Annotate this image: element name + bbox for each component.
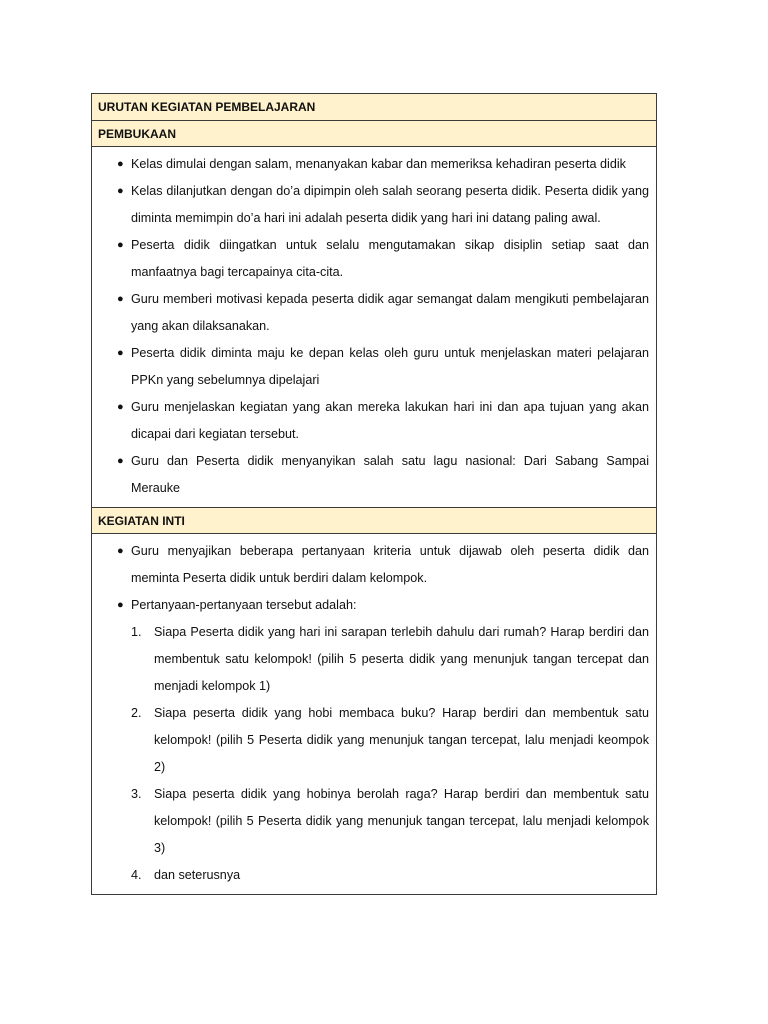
list-item: ● Guru menjelaskan kegiatan yang akan mereka lakukan hari ini dan apa tujuan yang akan dicapai dari kegiatan tersebut. xyxy=(99,394,649,448)
question-number: 3. xyxy=(131,787,142,801)
question-item xyxy=(99,781,649,862)
section-heading-pembukaan: PEMBUKAAN xyxy=(92,121,656,147)
bullet-icon: ● xyxy=(117,293,124,305)
question-number: 1. xyxy=(131,625,142,639)
pembukaan-list xyxy=(99,151,649,502)
section-heading-kegiatan-inti: KEGIATAN INTI xyxy=(92,508,656,534)
question-item xyxy=(99,700,649,781)
list-item: ● Guru dan Peserta didik menyanyikan salah satu lagu nasional: Dari Sabang Sampai Merauke xyxy=(99,448,649,502)
bullet-icon: ● xyxy=(117,158,124,170)
list-item: ● Peserta didik diingatkan untuk selalu mengutamakan sikap disiplin setiap saat dan manfaatnya bagi tercapainya cita-cita. xyxy=(99,232,649,286)
question-item xyxy=(99,619,649,700)
section-pembukaan xyxy=(92,147,656,508)
bullet-icon: ● xyxy=(117,455,124,467)
bullet-icon: ● xyxy=(117,545,124,557)
questions-list xyxy=(99,619,649,889)
bullet-icon: ● xyxy=(117,401,124,413)
kegiatan-inti-list xyxy=(99,538,649,619)
list-item: ● Peserta didik diminta maju ke depan kelas oleh guru untuk menjelaskan materi pelajaran PPKn yang sebelumnya dipelajari xyxy=(99,340,649,394)
bullet-icon: ● xyxy=(117,185,124,197)
list-item: ● Guru menyajikan beberapa pertanyaan kriteria untuk dijawab oleh peserta didik dan meminta Peserta didik untuk berdiri dalam kelompok. xyxy=(99,538,649,592)
bullet-icon: ● xyxy=(117,239,124,251)
list-item: ● Guru memberi motivasi kepada peserta didik agar semangat dalam mengikuti pembelajaran yang akan dilaksanakan. xyxy=(99,286,649,340)
question-text: Siapa Peserta didik yang hari ini sarapan terlebih dahulu dari rumah? Harap berdiri dan membentuk satu kelompok! (pilih 5 peserta didik yang menunjuk tangan tercepat dan menjadi kelompok 1) xyxy=(154,625,649,693)
section-kegiatan-inti xyxy=(92,534,656,894)
list-item: ● Kelas dilanjutkan dengan do’a dipimpin oleh salah seorang peserta didik. Peserta didik yang diminta memimpin do’a hari ini adalah peserta didik yang hari ini datang paling awal. xyxy=(99,178,649,232)
list-item: ● Pertanyaan-pertanyaan tersebut adalah: xyxy=(99,592,649,619)
question-number: 4. xyxy=(131,868,142,882)
bullet-icon: ● xyxy=(117,599,124,611)
question-text: Siapa peserta didik yang hobi membaca buku? Harap berdiri dan membentuk satu kelompok! (pilih 5 Peserta didik yang menunjuk tangan tercepat, lalu menjadi keompok 2) xyxy=(154,706,649,774)
table-title: URUTAN KEGIATAN PEMBELAJARAN xyxy=(92,94,656,121)
question-item xyxy=(99,862,649,889)
question-number: 2. xyxy=(131,706,142,720)
list-item: ● Kelas dimulai dengan salam, menanyakan kabar dan memeriksa kehadiran peserta didik xyxy=(99,151,649,178)
question-text: Siapa peserta didik yang hobinya berolah raga? Harap berdiri dan membentuk satu kelompok! (pilih 5 Peserta didik yang menunjuk tangan tercepat, lalu menjadi kelompok 3) xyxy=(154,787,649,855)
bullet-icon: ● xyxy=(117,347,124,359)
lesson-activities-table xyxy=(91,93,657,895)
question-text: dan seterusnya xyxy=(154,868,241,882)
